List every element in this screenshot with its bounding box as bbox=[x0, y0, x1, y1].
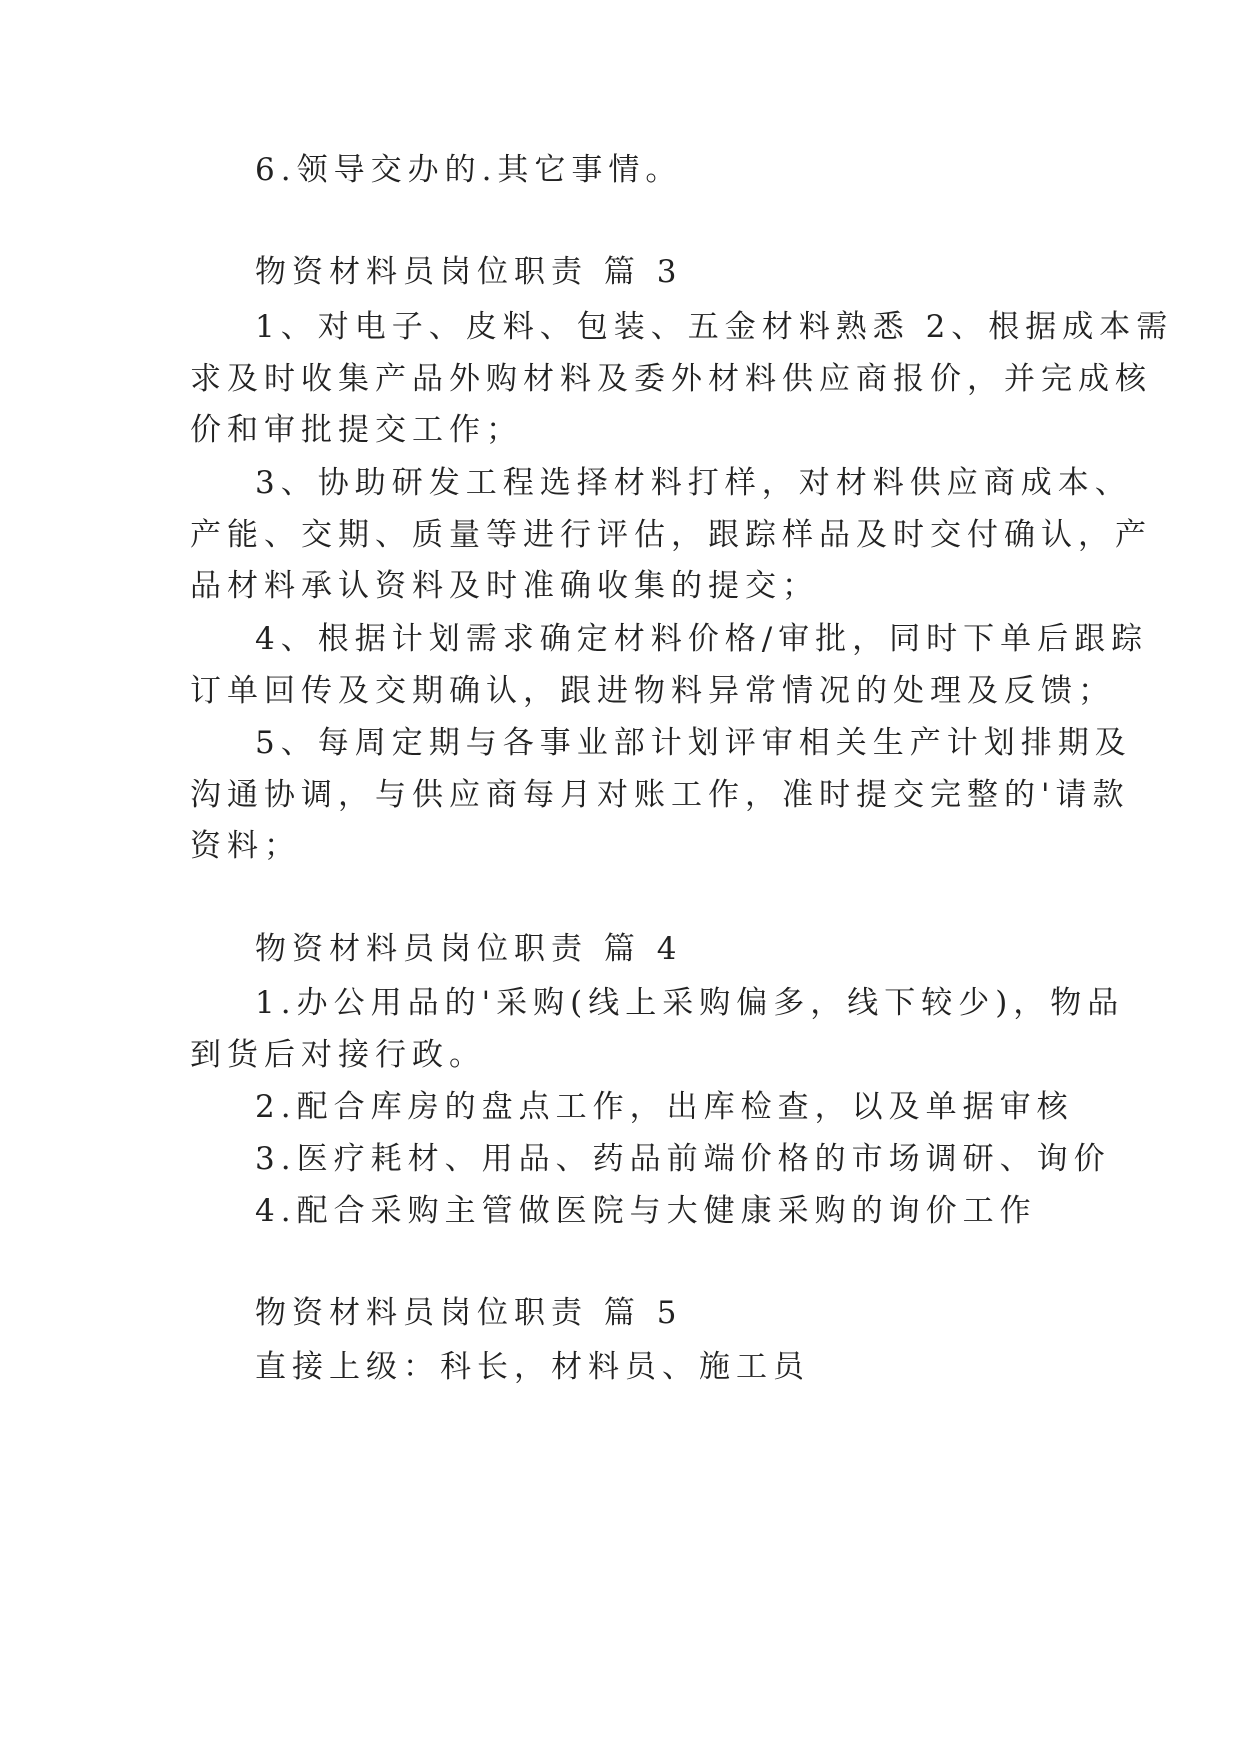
paragraph-line: 4、根据计划需求确定材料价格/审批，同时下单后跟踪 bbox=[255, 621, 1149, 657]
paragraph-line: 2.配合库房的盘点工作，出库检查，以及单据审核 bbox=[255, 1089, 1074, 1125]
paragraph-line: 到货后对接行政。 bbox=[190, 1037, 486, 1073]
paragraph-line: 直接上级：科长，材料员、施工员 bbox=[255, 1349, 810, 1385]
paragraph-line: 沟通协调，与供应商每月对账工作，准时提交完整的'请款 bbox=[190, 777, 1130, 813]
paragraph-line: 1、对电子、皮料、包装、五金材料熟悉 2、根据成本需 bbox=[255, 309, 1174, 345]
paragraph-line: 求及时收集产品外购材料及委外材料供应商报价，并完成核 bbox=[190, 361, 1152, 397]
section-heading: 物资材料员岗位职责 篇 3 bbox=[255, 254, 683, 290]
paragraph-line: 产能、交期、质量等进行评估，跟踪样品及时交付确认，产 bbox=[190, 517, 1152, 553]
paragraph-line: 资料； bbox=[190, 828, 301, 864]
paragraph-line: 订单回传及交期确认，跟进物料异常情况的处理及反馈； bbox=[190, 673, 1115, 709]
section-heading: 物资材料员岗位职责 篇 5 bbox=[255, 1295, 683, 1331]
paragraph-line: 5、每周定期与各事业部计划评审相关生产计划排期及 bbox=[255, 725, 1132, 761]
paragraph-line: 品材料承认资料及时准确收集的提交； bbox=[190, 568, 819, 604]
paragraph-line: 1.办公用品的'采购(线上采购偏多，线下较少)，物品 bbox=[255, 985, 1125, 1021]
paragraph-line: 3、协助研发工程选择材料打样，对材料供应商成本、 bbox=[255, 465, 1132, 501]
paragraph-line: 价和审批提交工作； bbox=[190, 412, 523, 448]
list-item: 6.领导交办的.其它事情。 bbox=[255, 152, 683, 188]
paragraph-line: 3.医疗耗材、用品、药品前端价格的市场调研、询价 bbox=[255, 1141, 1111, 1177]
paragraph-line: 4.配合采购主管做医院与大健康采购的询价工作 bbox=[255, 1193, 1037, 1229]
section-heading: 物资材料员岗位职责 篇 4 bbox=[255, 931, 683, 967]
